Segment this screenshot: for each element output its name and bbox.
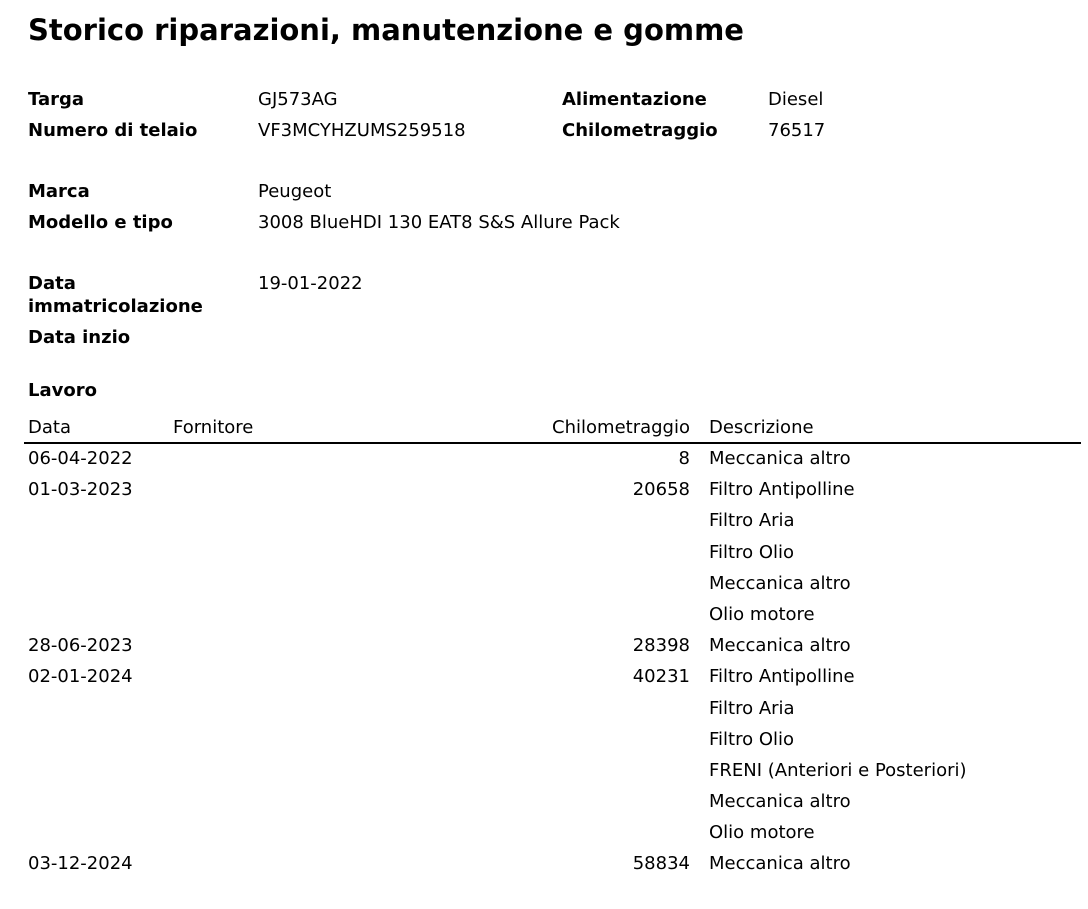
- column-header-data: Data: [28, 417, 71, 438]
- description-item: Olio motore: [709, 603, 815, 625]
- row-date: 28-06-2023: [28, 635, 133, 657]
- row-descriptions: [709, 634, 1081, 665]
- table-row: [24, 634, 1081, 665]
- telaio-label: Numero di telaio: [28, 120, 198, 141]
- row-descriptions: [709, 852, 1081, 883]
- description-item: Filtro Olio: [709, 541, 795, 563]
- chilometraggio-label: Chilometraggio: [562, 120, 718, 141]
- description-item: Filtro Aria: [709, 510, 795, 532]
- row-descriptions: [709, 478, 1081, 634]
- row-km: 20658: [632, 479, 690, 501]
- row-km: 58834: [632, 853, 690, 875]
- description-item: Meccanica altro: [709, 853, 851, 875]
- description-item: Filtro Antipolline: [709, 479, 855, 501]
- table-header: [24, 416, 1081, 444]
- description-item: Meccanica altro: [709, 572, 851, 594]
- column-header-chilometraggio: Chilometraggio: [552, 417, 690, 438]
- table-row: [24, 665, 1081, 852]
- targa-label: Targa: [28, 89, 85, 110]
- row-km: 28398: [632, 635, 690, 657]
- description-item: Filtro Antipolline: [709, 666, 855, 688]
- description-item: Meccanica altro: [709, 448, 851, 469]
- row-date: 01-03-2023: [28, 479, 133, 501]
- telaio-value: VF3MCYHZUMS259518: [258, 120, 466, 141]
- column-header-fornitore: Fornitore: [173, 417, 254, 438]
- table-row: [24, 478, 1081, 634]
- row-date: 03-12-2024: [28, 853, 133, 875]
- table-row: [24, 447, 1081, 478]
- chilometraggio-value: 76517: [768, 120, 826, 141]
- section-title-lavoro: Lavoro: [28, 380, 97, 401]
- inizio-label: Data inzio: [28, 327, 131, 348]
- description-item: Olio motore: [709, 822, 815, 844]
- immatricolazione-label: Data immatricolazione: [28, 273, 203, 317]
- modello-label: Modello e tipo: [28, 212, 173, 233]
- row-descriptions: [709, 447, 1081, 478]
- page-title: Storico riparazioni, manutenzione e gomme: [28, 13, 744, 47]
- alimentazione-value: Diesel: [768, 89, 824, 110]
- row-date: 06-04-2022: [28, 448, 133, 469]
- table-row: [24, 852, 1081, 883]
- description-item: Filtro Olio: [709, 728, 795, 750]
- row-descriptions: [709, 665, 1081, 852]
- row-km: 8: [678, 448, 690, 469]
- targa-value: GJ573AG: [258, 89, 338, 110]
- description-item: Meccanica altro: [709, 791, 851, 813]
- description-item: FRENI (Anteriori e Posteriori): [709, 759, 967, 781]
- description-item: Meccanica altro: [709, 635, 851, 657]
- column-header-descrizione: Descrizione: [709, 417, 814, 438]
- immatricolazione-value: 19-01-2022: [258, 273, 363, 294]
- marca-value: Peugeot: [258, 181, 332, 202]
- marca-label: Marca: [28, 181, 90, 202]
- modello-value: 3008 BlueHDI 130 EAT8 S&S Allure Pack: [258, 212, 620, 233]
- alimentazione-label: Alimentazione: [562, 89, 707, 110]
- description-item: Filtro Aria: [709, 697, 795, 719]
- row-date: 02-01-2024: [28, 666, 133, 688]
- row-km: 40231: [632, 666, 690, 688]
- work-table-body: [24, 447, 1081, 884]
